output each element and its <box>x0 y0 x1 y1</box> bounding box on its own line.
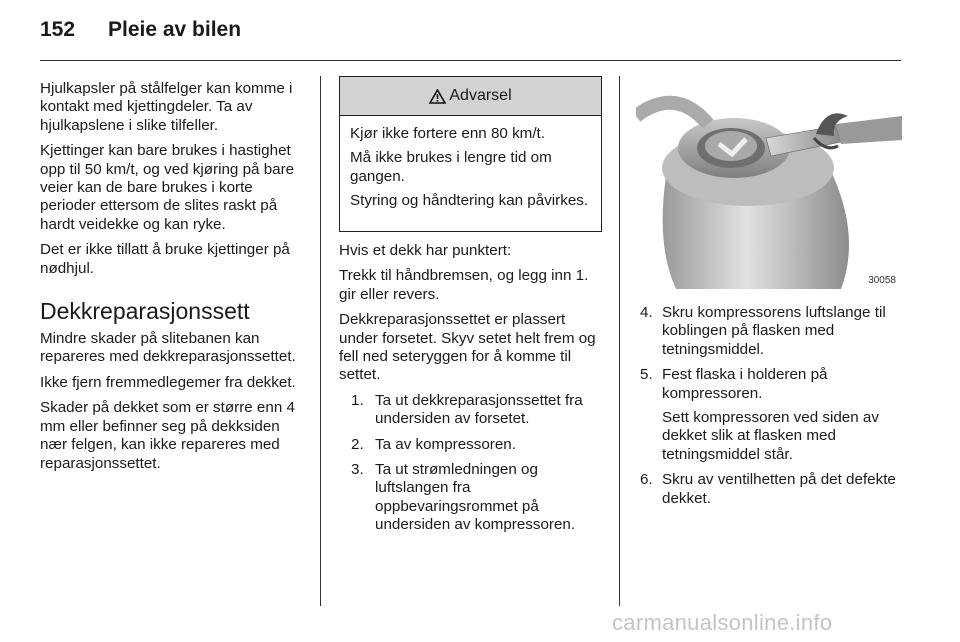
step-text: Fest flaska i holderen på kompressoren. <box>662 366 828 402</box>
step-number: 6. <box>640 471 653 489</box>
list-item <box>339 436 603 454</box>
step-text: Skru av ventilhetten på det defekte dekket. <box>662 471 896 507</box>
list-item <box>339 392 603 429</box>
list-item <box>640 366 902 464</box>
paragraph: Dekkreparasjonssettet er plassert under forsetet. Skyv setet helt frem og fell ned seteryggen for å komme til settet. <box>339 311 596 384</box>
paragraph: Ikke fjern fremmedlegemer fra dekket. <box>40 373 296 391</box>
step-text: Skru kompressorens luftslange til koblingen på flasken med tetningsmiddel. <box>662 304 886 358</box>
column-divider-1 <box>320 76 321 606</box>
warning-box <box>339 76 602 232</box>
paragraph: Hjulkapsler på stålfelger kan komme i kontakt med kjettingdeler. Ta av hjulkapslene i slike tilfeller. <box>40 80 293 134</box>
paragraph: Skader på dekket som er større enn 4 mm eller befinner seg på dekksiden nær felgen, kan ikke repareres med reparasjonssettet. <box>40 399 295 472</box>
step-number: 2. <box>351 435 364 453</box>
warning-line: Må ikke brukes i lengre tid om gangen. <box>350 149 552 185</box>
figure-code: 30058 <box>868 275 896 286</box>
warning-header <box>340 77 601 116</box>
header-rule <box>40 60 901 61</box>
steps-list <box>339 392 603 535</box>
section-heading: Dekkreparasjonssett <box>40 298 250 325</box>
sealant-bottle-illustration <box>636 76 902 289</box>
step-number: 1. <box>351 391 364 409</box>
steps-list <box>640 304 902 508</box>
warning-line: Styring og håndtering kan påvirkes. <box>350 192 589 210</box>
step-number: 4. <box>640 304 653 321</box>
paragraph: Det er ikke tillatt å bruke kjettinger på nødhjul. <box>40 241 290 277</box>
step-text: Ta av kompressoren. <box>375 435 516 453</box>
column-divider-2 <box>619 76 620 606</box>
warning-line: Kjør ikke fortere enn 80 km/t. <box>350 125 545 142</box>
page-title: Pleie av bilen <box>108 18 242 41</box>
step-text: Ta ut strømledningen og luftslangen fra oppbevaringsrommet på undersiden av kompressoren. <box>375 461 576 534</box>
paragraph: Mindre skader på slitebanen kan repareres med dekkreparasjonssettet. <box>40 330 296 366</box>
list-item <box>640 304 902 359</box>
step-text: Ta ut dekkreparasjonssettet fra undersiden av forsetet. <box>375 391 583 428</box>
paragraph: Trekk til håndbremsen, og legg inn 1. gir eller revers. <box>339 267 589 303</box>
column-2 <box>339 242 603 542</box>
column-1 <box>40 80 305 480</box>
paragraph: Kjettinger kan bare brukes i hastighet opp til 50 km/t, og ved kjøring på bare veier kan de bare brukes i korte perioder ettersom de slites raskt på hardt veidekke og kan ryke. <box>40 142 295 233</box>
page-number: 152 <box>40 18 76 41</box>
warning-triangle-icon <box>429 89 446 104</box>
column-3 <box>640 304 902 515</box>
step-subtext: Sett kompressoren ved siden av dekket slik at flasken med tetningsmiddel står. <box>662 409 879 463</box>
step-number: 3. <box>351 461 364 479</box>
step-number: 5. <box>640 366 653 384</box>
paragraph: Hvis et dekk har punktert: <box>339 242 512 259</box>
warning-body <box>340 116 601 211</box>
warning-title: Advarsel <box>449 87 512 104</box>
list-item <box>640 471 902 508</box>
compressor-illustration <box>636 76 902 289</box>
watermark: carmanualsonline.info <box>612 610 833 635</box>
list-item <box>339 461 603 535</box>
